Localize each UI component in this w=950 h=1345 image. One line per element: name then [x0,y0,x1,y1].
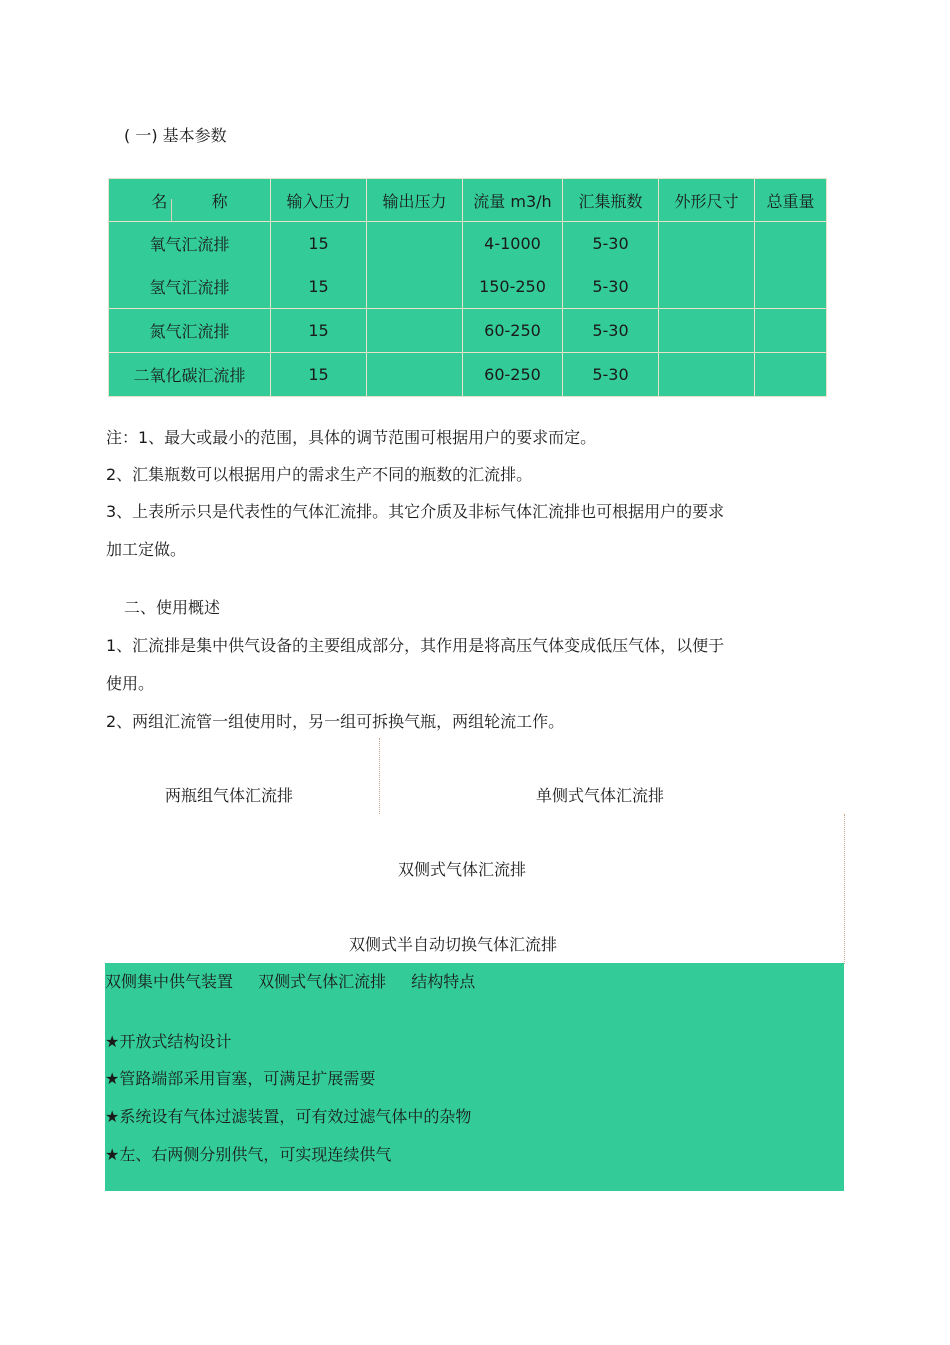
cell-name: 氢气汇流排 [109,265,271,309]
feature-item: ★管路端部采用盲塞，可满足扩展需要 [105,1069,376,1088]
cell-weight [755,309,827,353]
image-caption: 两瓶组气体汇流排 [165,786,294,805]
header-name-part1: 名 [151,191,168,211]
cell-output [367,353,463,397]
cell-input: 15 [271,309,367,353]
cell-bottles: 5-30 [563,265,659,309]
usage-paragraph-1-continued: 使用。 [106,674,155,693]
cell-name: 氧气汇流排 [109,222,271,266]
image-caption: 双侧式半自动切换气体汇流排 [349,935,558,954]
section-heading: 二、使用概述 [124,598,221,617]
header-name-part2: 称 [211,191,228,211]
cell-name: 氮气汇流排 [109,309,271,353]
image-divider [379,738,380,814]
cell-input: 15 [271,222,367,266]
table-row [109,309,827,353]
cell-input: 15 [271,265,367,309]
note-1: 注：1、最大或最小的范围，具体的调节范围可根据用户的要求而定。 [106,428,597,447]
header-name [109,179,271,222]
header-size: 外形尺寸 [659,179,755,222]
cell-flow: 150-250 [463,265,563,309]
section-heading: ( 一) 基本参数 [124,126,227,145]
cell-size [659,265,755,309]
cell-output [367,222,463,266]
feature-box [105,963,844,1191]
image-caption: 双侧式气体汇流排 [398,860,527,879]
note-2: 2、汇集瓶数可以根据用户的需求生产不同的瓶数的汇流排。 [106,465,533,484]
cell-name: 二氧化碳汇流排 [109,353,271,397]
cell-size [659,353,755,397]
note-3-continued: 加工定做。 [106,540,187,559]
table-header-row [109,179,827,222]
parameter-table [108,178,827,397]
cell-weight [755,222,827,266]
header-input-pressure: 输入压力 [271,179,367,222]
image-divider [844,814,845,964]
header-weight: 总重量 [755,179,827,222]
cell-size [659,309,755,353]
header-bottles: 汇集瓶数 [563,179,659,222]
header-flow: 流量 m3/h [463,179,563,222]
image-caption: 单侧式气体汇流排 [536,786,665,805]
cell-weight [755,353,827,397]
cell-bottles: 5-30 [563,222,659,266]
cell-input: 15 [271,353,367,397]
header-output-pressure: 输出压力 [367,179,463,222]
cell-flow: 60-250 [463,353,563,397]
feature-item: ★开放式结构设计 [105,1032,232,1051]
table-row [109,265,827,309]
feature-title [105,972,495,992]
table-row [109,222,827,266]
cell-output [367,265,463,309]
usage-paragraph-1: 1、汇流排是集中供气设备的主要组成部分，其作用是将高压气体变成低压气体，以便于 [106,636,725,655]
table-row [109,353,827,397]
feature-item: ★左、右两侧分别供气，可实现连续供气 [105,1145,392,1164]
feature-title-part: 双侧集中供气装置 [105,972,234,991]
feature-title-part: 结构特点 [411,972,476,991]
cell-weight [755,265,827,309]
cell-flow: 4-1000 [463,222,563,266]
cell-output [367,309,463,353]
cell-flow: 60-250 [463,309,563,353]
header-separator [171,199,172,221]
cell-bottles: 5-30 [563,309,659,353]
usage-paragraph-2: 2、两组汇流管一组使用时，另一组可拆换气瓶，两组轮流工作。 [106,712,565,731]
note-3: 3、上表所示只是代表性的气体汇流排。其它介质及非标气体汇流排也可根据用户的要求 [106,502,725,521]
feature-item: ★系统设有气体过滤装置，可有效过滤气体中的杂物 [105,1107,472,1126]
feature-title-part: 双侧式气体汇流排 [258,972,387,991]
cell-size [659,222,755,266]
cell-bottles: 5-30 [563,353,659,397]
